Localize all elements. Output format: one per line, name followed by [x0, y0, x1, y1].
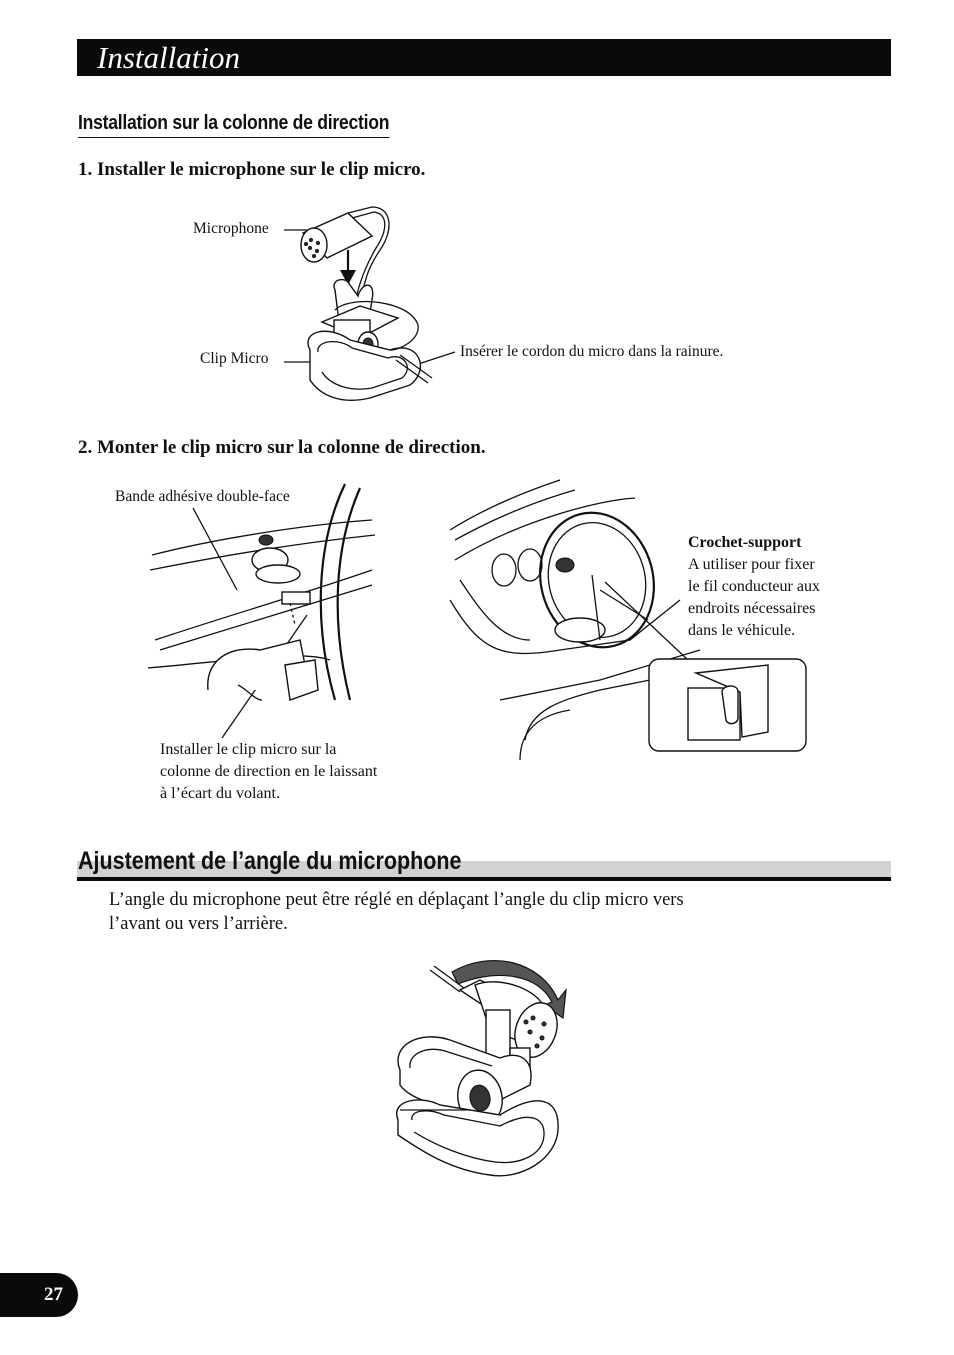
caption-line: à l’écart du volant.	[160, 785, 280, 802]
paragraph-line: l’avant ou vers l’arrière.	[109, 914, 288, 934]
caption-line: Installer le clip micro sur la	[160, 741, 337, 758]
label-microphone: Microphone	[193, 220, 269, 237]
label-clip-micro: Clip Micro	[200, 350, 269, 367]
caption-line: colonne de direction en le laissant	[160, 763, 378, 780]
hook-line: dans le véhicule.	[688, 622, 796, 639]
hook-line: endroits nécessaires	[688, 600, 816, 617]
page-title: Installation	[97, 40, 240, 75]
section-heading-mic-angle: Ajustement de l’angle du microphone	[78, 847, 462, 875]
page-number: 27	[44, 1284, 63, 1305]
paragraph-line: L’angle du microphone peut être réglé en déplaçant l’angle du clip micro vers	[109, 890, 684, 910]
hook-line: A utiliser pour fixer	[688, 556, 815, 573]
step-1: 1. Installer le microphone sur le clip micro.	[78, 159, 426, 180]
page-number-tab	[0, 1273, 78, 1317]
hook-line: le fil conducteur aux	[688, 578, 820, 595]
label-double-sided-tape: Bande adhésive double-face	[115, 488, 290, 505]
step-2: 2. Monter le clip micro sur la colonne de direction.	[78, 437, 486, 458]
hook-title: Crochet-support	[688, 534, 802, 551]
label-insert-cord: Insérer le cordon du micro dans la rainure.	[460, 343, 724, 360]
section-heading-steering-column: Installation sur la colonne de direction	[78, 112, 389, 138]
